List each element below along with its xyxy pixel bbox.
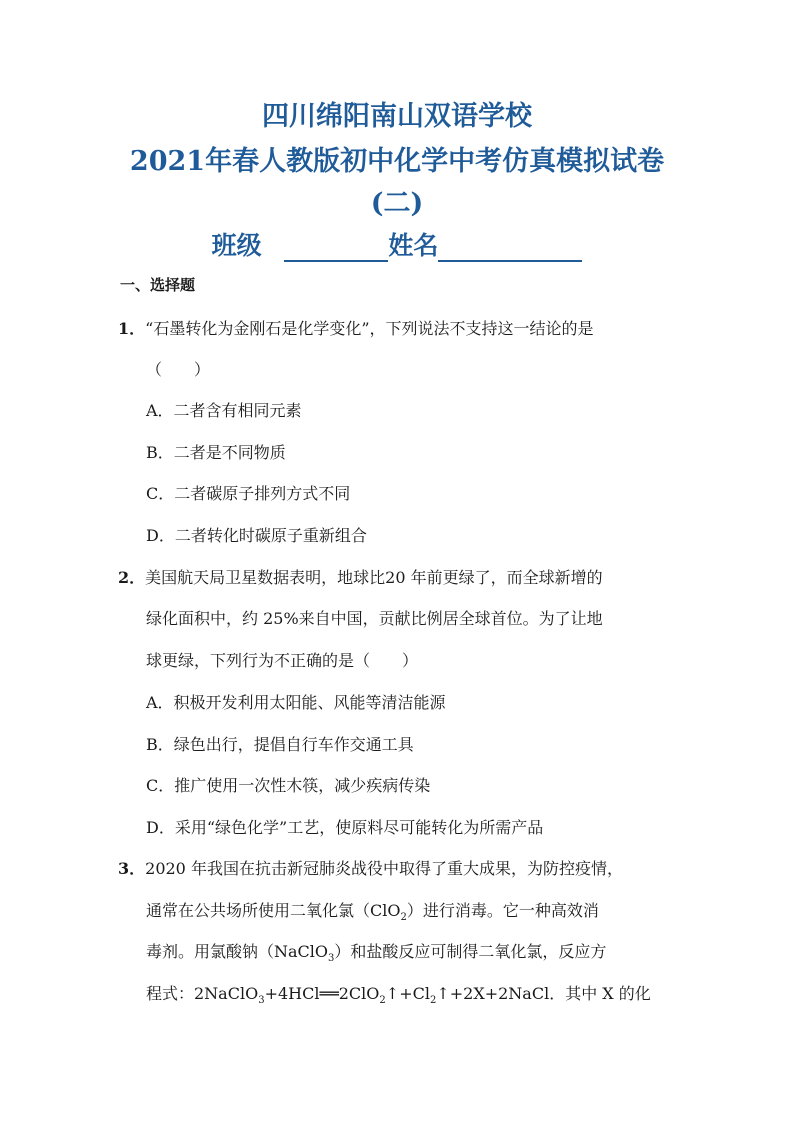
text: 程式：2NaClO: [146, 984, 259, 1003]
text: 毒剂。用氯酸钠（NaClO: [146, 942, 329, 961]
subscript: 2: [379, 995, 386, 1007]
subscript: 3: [328, 953, 335, 965]
question-2-line-1: [118, 565, 603, 588]
option-a[interactable]: A．积极开发利用太阳能、风能等清洁能源: [146, 693, 446, 712]
exam-title: 2021年春人教版初中化学中考仿真模拟试卷: [129, 146, 665, 177]
text: ↑+Cl: [385, 984, 430, 1003]
text: ↑+2X+2NaCl．其中 X 的化: [436, 984, 651, 1003]
question-number: 1．: [118, 319, 146, 338]
question-3-line-4: [146, 981, 651, 1006]
subscript: 2: [429, 995, 437, 1007]
question-text: “石墨转化为金刚石是化学变化”，下列说法不支持这一结论的是: [145, 319, 594, 338]
name-label: 姓名: [388, 231, 439, 260]
question-number: 3．: [118, 859, 146, 878]
class-blank[interactable]: [284, 236, 388, 262]
question-text: 美国航天局卫星数据表明，地球比20 年前更绿了，而全球新增的: [145, 568, 603, 587]
option-b[interactable]: B．绿色出行，提倡自行车作交通工具: [146, 735, 414, 754]
text: 通常在公共场所使用二氧化氯（ClO: [146, 901, 401, 920]
question-3-line-2: [146, 898, 599, 923]
class-label: 班级: [211, 231, 262, 260]
text: +4HCl══2ClO: [264, 984, 380, 1003]
option-a[interactable]: A．二者含有相同元素: [146, 401, 302, 420]
option-d[interactable]: D．采用“绿色化学”工艺，使原料尽可能转化为所需产品: [146, 818, 544, 837]
exam-subtitle: (二): [370, 188, 424, 219]
name-blank[interactable]: [438, 236, 582, 262]
subscript: 2: [400, 912, 407, 924]
question-1-line-1: [118, 316, 594, 339]
option-d[interactable]: D．二者转化时碳原子重新组合: [146, 526, 367, 545]
question-number: 2．: [118, 568, 146, 587]
question-2-line-2: 绿化面积中，约 25%来自中国，贡献比例居全球首位。为了让地: [146, 609, 603, 628]
question-1-line-2: （ ）: [146, 360, 211, 379]
option-b[interactable]: B．二者是不同物质: [146, 443, 286, 462]
question-2-line-3: 球更绿，下列行为不正确的是（ ）: [146, 651, 419, 670]
option-c[interactable]: C．推广使用一次性木筷，减少疾病传染: [146, 776, 431, 795]
text: ）和盐酸反应可制得二氧化氯，反应方: [334, 942, 607, 961]
student-info-line: [0, 226, 794, 262]
school-name: 四川绵阳南山双语学校: [262, 101, 532, 132]
question-text: 2020 年我国在抗击新冠肺炎战役中取得了重大成果，为防控疫情，: [145, 859, 623, 878]
option-c[interactable]: C．二者碳原子排列方式不同: [146, 484, 351, 503]
question-3-line-1: [118, 856, 623, 879]
subscript: 3: [258, 995, 265, 1007]
question-3-line-3: [146, 939, 606, 964]
text: ）进行消毒。它一种高效消: [406, 901, 599, 920]
section-title: 一、选择题: [120, 276, 196, 294]
